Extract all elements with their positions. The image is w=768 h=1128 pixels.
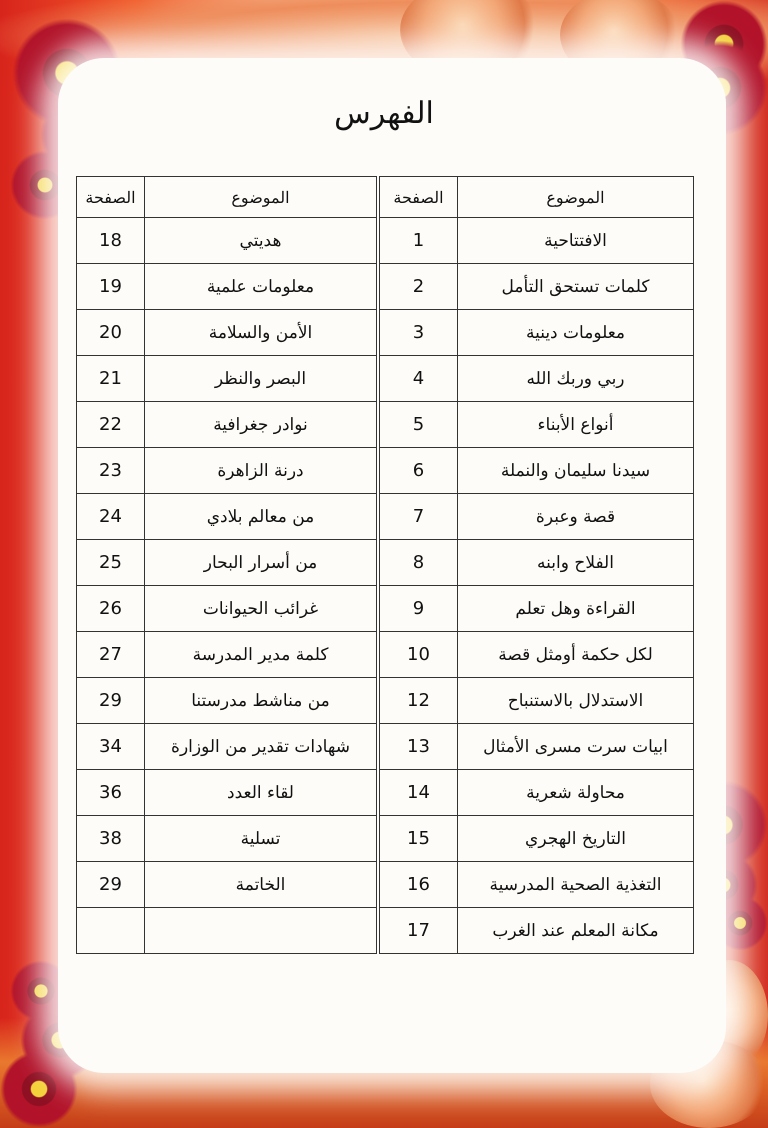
right-topic: لكل حكمة أومثل قصة <box>458 632 694 678</box>
page-header-right: الصفحة <box>380 177 458 218</box>
right-page-number: 5 <box>380 402 458 448</box>
left-page-number: 19 <box>77 264 145 310</box>
left-page-number: 26 <box>77 586 145 632</box>
left-page-number: 23 <box>77 448 145 494</box>
table-row <box>77 540 694 586</box>
left-page-number: 20 <box>77 310 145 356</box>
right-topic: محاولة شعرية <box>458 770 694 816</box>
left-topic <box>145 908 377 954</box>
table-row <box>77 356 694 402</box>
table-row <box>77 402 694 448</box>
right-topic: ربي وربك الله <box>458 356 694 402</box>
table-body <box>77 218 694 954</box>
right-topic: التاريخ الهجري <box>458 816 694 862</box>
right-page-number: 3 <box>380 310 458 356</box>
left-page-number: 29 <box>77 678 145 724</box>
table-header-row <box>77 177 694 218</box>
right-topic: القراءة وهل تعلم <box>458 586 694 632</box>
table-row <box>77 908 694 954</box>
right-topic: الاستدلال بالاستنباح <box>458 678 694 724</box>
left-topic: الخاتمة <box>145 862 377 908</box>
right-page-number: 1 <box>380 218 458 264</box>
flower-decoration-icon <box>0 1050 78 1128</box>
right-topic: كلمات تستحق التأمل <box>458 264 694 310</box>
table-row <box>77 310 694 356</box>
left-topic: البصر والنظر <box>145 356 377 402</box>
right-page-number: 7 <box>380 494 458 540</box>
right-topic: التغذية الصحية المدرسية <box>458 862 694 908</box>
right-page-number: 9 <box>380 586 458 632</box>
left-page-number: 25 <box>77 540 145 586</box>
right-topic: أنواع الأبناء <box>458 402 694 448</box>
table-row <box>77 770 694 816</box>
table-row <box>77 862 694 908</box>
left-page-number <box>77 908 145 954</box>
left-topic: غرائب الحيوانات <box>145 586 377 632</box>
left-topic: تسلية <box>145 816 377 862</box>
left-page-number: 21 <box>77 356 145 402</box>
right-page-number: 16 <box>380 862 458 908</box>
page-header-left: الصفحة <box>77 177 145 218</box>
right-topic: مكانة المعلم عند الغرب <box>458 908 694 954</box>
left-topic: شهادات تقدير من الوزارة <box>145 724 377 770</box>
left-topic: هديتي <box>145 218 377 264</box>
topic-header-right: الموضوع <box>458 177 694 218</box>
right-page-number: 12 <box>380 678 458 724</box>
table-row <box>77 678 694 724</box>
right-topic: الافتتاحية <box>458 218 694 264</box>
left-page-number: 18 <box>77 218 145 264</box>
right-topic: معلومات دينية <box>458 310 694 356</box>
left-topic: لقاء العدد <box>145 770 377 816</box>
right-page-number: 4 <box>380 356 458 402</box>
left-page-number: 24 <box>77 494 145 540</box>
left-topic: من أسرار البحار <box>145 540 377 586</box>
left-page-number: 36 <box>77 770 145 816</box>
left-topic: درنة الزاهرة <box>145 448 377 494</box>
left-page-number: 22 <box>77 402 145 448</box>
left-page-number: 27 <box>77 632 145 678</box>
table-row <box>77 448 694 494</box>
right-page-number: 10 <box>380 632 458 678</box>
left-page-number: 29 <box>77 862 145 908</box>
right-page-number: 2 <box>380 264 458 310</box>
right-topic: ابيات سرت مسرى الأمثال <box>458 724 694 770</box>
left-topic: نوادر جغرافية <box>145 402 377 448</box>
right-page-number: 8 <box>380 540 458 586</box>
right-topic: قصة وعبرة <box>458 494 694 540</box>
right-page-number: 6 <box>380 448 458 494</box>
table-row <box>77 724 694 770</box>
right-topic: الفلاح وابنه <box>458 540 694 586</box>
table-row <box>77 816 694 862</box>
table-row <box>77 218 694 264</box>
table-row <box>77 632 694 678</box>
table-of-contents <box>76 176 694 954</box>
left-topic: من مناشط مدرستنا <box>145 678 377 724</box>
table-row <box>77 494 694 540</box>
left-topic: من معالم بلادي <box>145 494 377 540</box>
left-topic: كلمة مدير المدرسة <box>145 632 377 678</box>
right-page-number: 13 <box>380 724 458 770</box>
right-page-number: 17 <box>380 908 458 954</box>
right-topic: سيدنا سليمان والنملة <box>458 448 694 494</box>
page-title: الفهرس <box>334 96 434 131</box>
topic-header-left: الموضوع <box>145 177 377 218</box>
left-topic: الأمن والسلامة <box>145 310 377 356</box>
right-page-number: 14 <box>380 770 458 816</box>
table-row <box>77 586 694 632</box>
left-page-number: 38 <box>77 816 145 862</box>
left-page-number: 34 <box>77 724 145 770</box>
right-page-number: 15 <box>380 816 458 862</box>
table-row <box>77 264 694 310</box>
left-topic: معلومات علمية <box>145 264 377 310</box>
